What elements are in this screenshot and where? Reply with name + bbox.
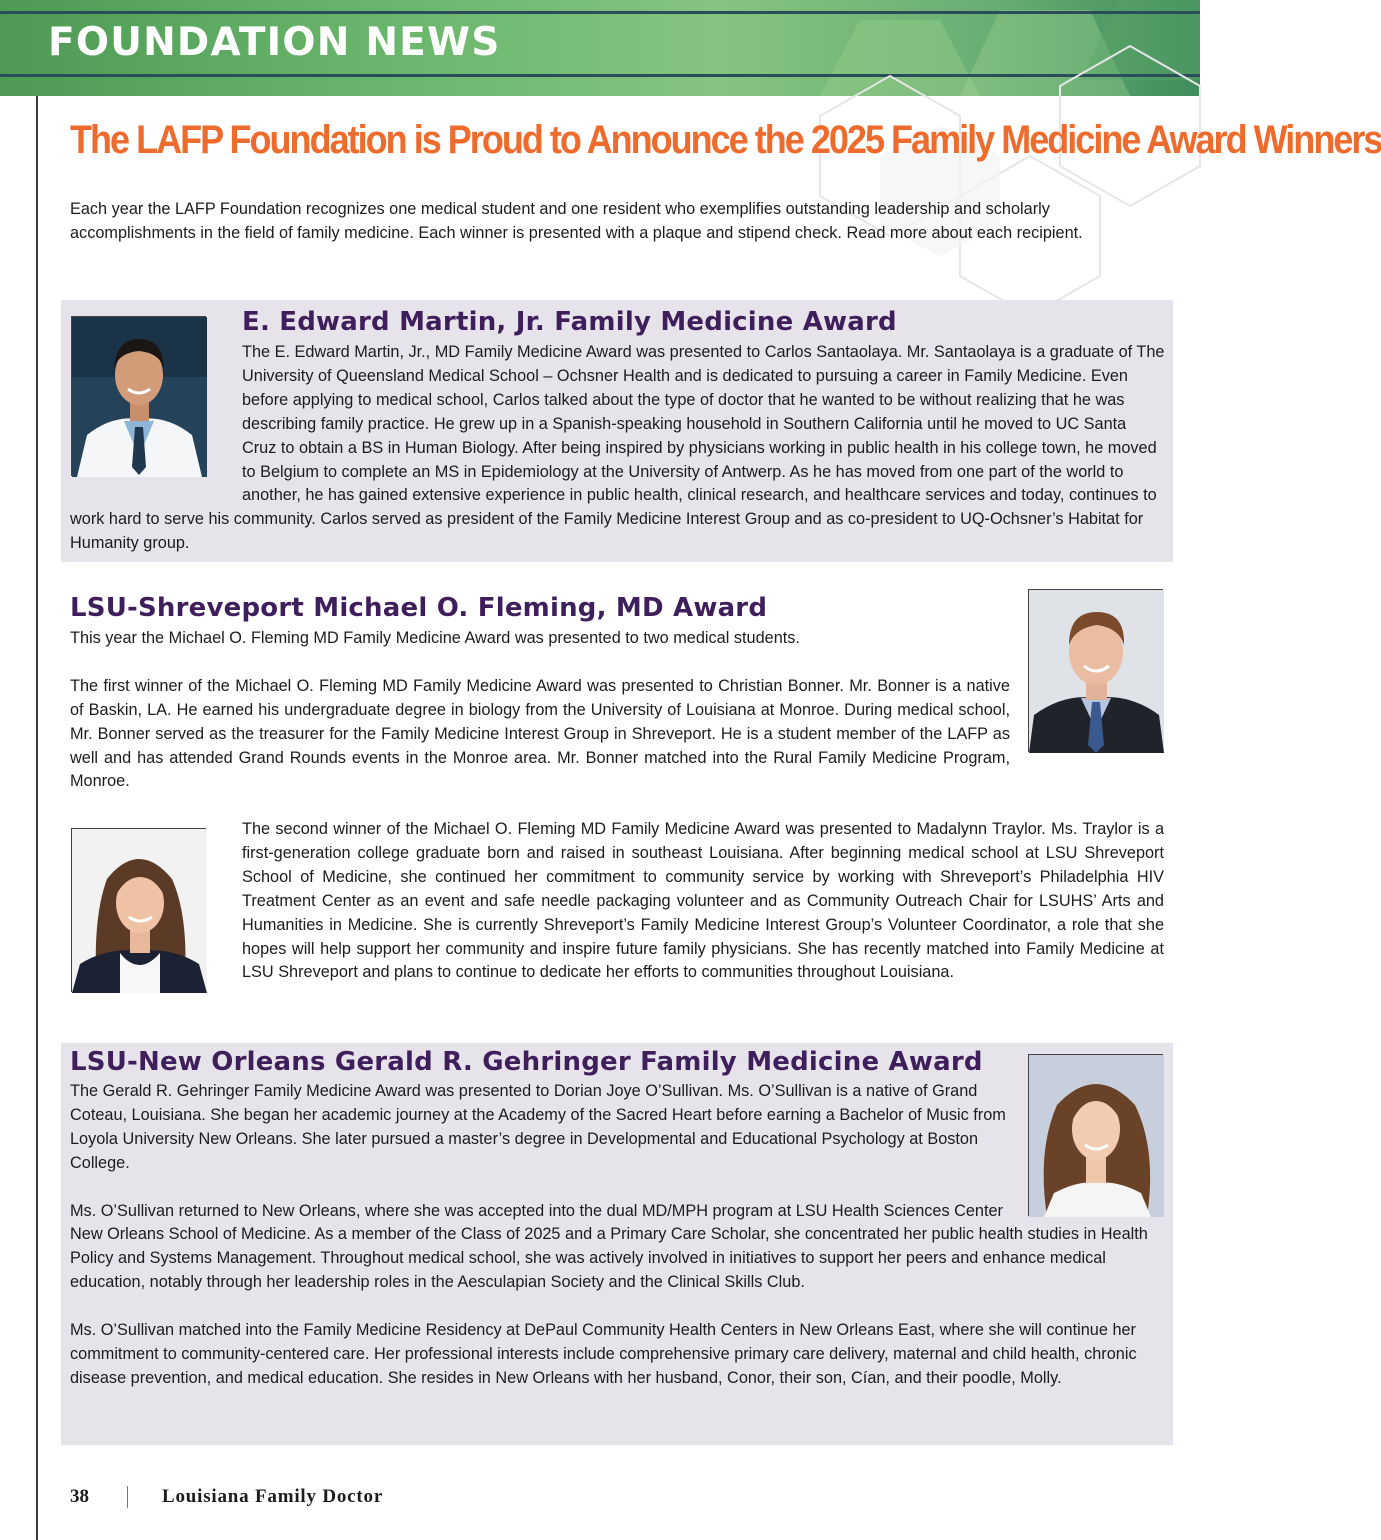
award-paragraph: The second winner of the Michael O. Fleming MD Family Medicine Award was presented to Madalynn Traylor. Ms. Traylor is a first-generation college graduate born and raised in southeast Louisiana. After beginning medical school at LSU Shreveport School of Medicine, she continued her commitment to community service by working with Shreveport’s Philadelphia HIV Treatment Center as an event and safe needle packaging volunteer and as Community Outreach Chair for LSUHS’ Arts and Humanities in Medicine. She is currently Shreveport’s Family Medicine Interest Group’s Volunteer Coordinator, a role that she hopes will help support her community and inspire future family physicians. She has recently matched into Family Medicine at LSU Shreveport and plans to continue to dedicate her efforts to communities throughout Louisiana. [242,820,1164,982]
award-paragraph: Ms. O’Sullivan matched into the Family Medicine Residency at DePaul Community Health Centers in New Orleans East, where she will continue her commitment to community-centered care. Her professional interests include comprehensive primary care delivery, maternal and child health, chronic disease prevention, and medical education. She resides in New Orleans with her husband, Conor, their son, Cían, and their poodle, Molly. [70,1321,1137,1387]
photo-text-wrap-spacer [1010,1080,1160,1212]
banner-rule-top [0,11,1200,14]
section-title: FOUNDATION NEWS [48,20,501,65]
award-title-fleming: LSU-Shreveport Michael O. Fleming, MD Award [70,593,768,623]
photo-text-wrap-spacer [70,341,242,486]
award-body-martin [70,341,1165,556]
section-banner [0,0,1200,96]
award-body-fleming-part2 [242,818,1164,985]
publication-name: Louisiana Family Doctor [162,1486,384,1507]
award-title-gehringer: LSU-New Orleans Gerald R. Gehringer Family Medicine Award [70,1047,983,1077]
footer-divider [127,1486,128,1508]
banner-rule-bottom [0,74,1200,77]
portrait-photo-traylor [71,828,206,992]
portrait-photo-icon [72,829,207,993]
award-body-fleming-part1 [70,627,1010,794]
award-title-martin: E. Edward Martin, Jr. Family Medicine Award [242,307,897,337]
award-paragraph: The first winner of the Michael O. Fleming MD Family Medicine Award was presented to Christian Bonner. Mr. Bonner is a native of Baskin, LA. He earned his undergraduate degree in biology from the University of Louisiana at Monroe. During medical school, Mr. Bonner served as the treasurer for the Family Medicine Interest Group in Shreveport. He is a student member of the LAFP as well and has attended Grand Rounds events in the Monroe area. Mr. Bonner matched into the Rural Family Medicine Program, Monroe. [70,676,1010,791]
page-number: 38 [70,1486,89,1507]
portrait-photo-icon [1029,590,1164,753]
hexagon-pattern-decoration [780,0,1200,96]
award-paragraph: The Gerald R. Gehringer Family Medicine Award was presented to Dorian Joye O’Sullivan. Ms. O’Sullivan is a native of Grand Coteau, Louisiana. She began her academic journey at the Academy of the Sacred Heart before earning a Bachelor of Music from Loyola University New Orleans. She later pursued a master’s degree in Developmental and Educational Psychology at Boston College. [70,1082,1006,1172]
award-paragraph: Ms. O’Sullivan returned to New Orleans, where she was accepted into the dual MD/MPH program at LSU Health Sciences Center New Orleans School of Medicine. As a member of the Class of 2025 and a Primary Care Scholar, she concentrated her public health studies in Health Policy and Systems Management. Throughout medical school, she was actively involved in initiatives to support her peers and enhance medical education, notably through her leadership roles in the Aesculapian Society and the Clinical Skills Club. [70,1201,1148,1292]
intro-paragraph: Each year the LAFP Foundation recognizes one medical student and one resident who exemplifies outstanding leadership and scholarly accomplishments in the field of family medicine. Each winner is presented with a plaque and stipend check. Read more about each recipient. [70,200,1083,242]
award-body-gehringer [70,1080,1160,1391]
award-paragraph: This year the Michael O. Fleming MD Family Medicine Award was presented to two medical students. [70,629,800,647]
award-paragraph: The E. Edward Martin, Jr., MD Family Medicine Award was presented to Carlos Santaolaya. Mr. Santaolaya is a graduate of The University of Queensland Medical School – Ochsner Health and is dedicated to pursuing a career in Family Medicine. Even before applying to medical school, Carlos talked about the type of doctor that he wanted to be without realizing that he was describing family practice. He grew up in a Spanish-speaking household in Southern California until he moved to UC Santa Cruz to obtain a BS in Human Biology. After being inspired by physicians working in public health in his college town, he moved to Belgium to complete an MS in Epidemiology at the University of Antwerp. As he has moved from one part of the world to another, he has gained extensive experience in public health, clinical research, and healthcare services and today, continues to work hard to serve his community. Carlos served as president of the Family Medicine Interest Group and as co-president to UQ-Ochsner’s Habitat for Humanity group. [70,343,1165,553]
portrait-photo-bonner [1028,589,1163,752]
page-margin-rule [36,96,38,1540]
page-headline: The LAFP Foundation is Proud to Announce the 2025 Family Medicine Award Winners [70,118,1381,162]
